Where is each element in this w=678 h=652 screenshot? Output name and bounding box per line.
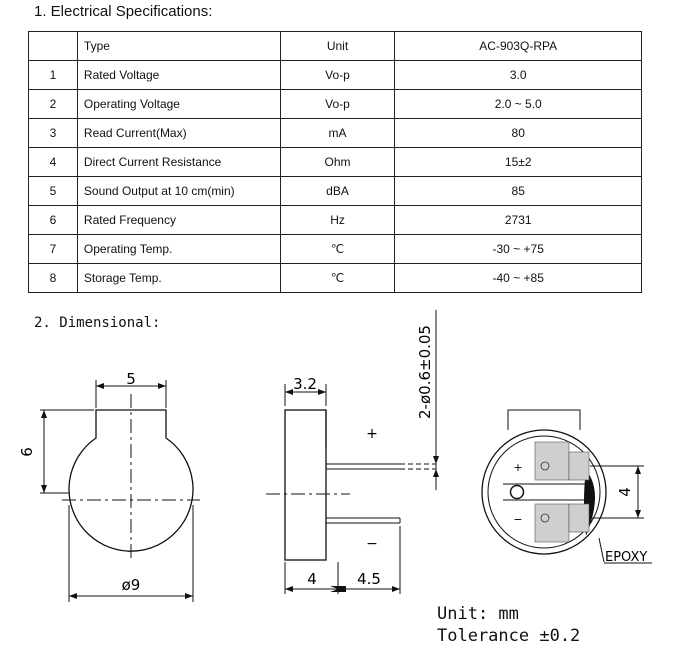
- row-value: -40 ~ +85: [395, 264, 642, 293]
- epoxy-label: EPOXY: [605, 550, 648, 565]
- row-unit: Vo-p: [280, 90, 395, 119]
- row-number: 5: [29, 177, 78, 206]
- row-number: 4: [29, 148, 78, 177]
- row-number: 3: [29, 119, 78, 148]
- row-item: Operating Temp.: [77, 235, 280, 264]
- row-item: Read Current(Max): [77, 119, 280, 148]
- dim-side-right: 4.5: [357, 570, 381, 588]
- row-unit: Vo-p: [280, 61, 395, 90]
- dim-height-left: 6: [18, 447, 36, 457]
- polarity-hole: [511, 486, 524, 499]
- row-item: Rated Voltage: [77, 61, 280, 90]
- solder-pads: [535, 442, 589, 542]
- row-unit: dBA: [280, 177, 395, 206]
- row-unit: ℃: [280, 235, 395, 264]
- row-unit: ℃: [280, 264, 395, 293]
- tolerance-note: Tolerance ±0.2: [437, 626, 581, 646]
- row-number: 7: [29, 235, 78, 264]
- header-unit: Unit: [280, 32, 395, 61]
- dim-pin-spacing: 4: [616, 487, 634, 497]
- header-type: Type: [77, 32, 280, 61]
- dim-side-width: 3.2: [293, 375, 317, 393]
- row-value: -30 ~ +75: [395, 235, 642, 264]
- row-value: 80: [395, 119, 642, 148]
- dim-width-top: 5: [126, 370, 136, 388]
- side-minus-label: −: [366, 536, 378, 552]
- row-unit: Hz: [280, 206, 395, 235]
- row-value: 2.0 ~ 5.0: [395, 90, 642, 119]
- bottom-view-tab: [508, 410, 580, 430]
- row-unit: mA: [280, 119, 395, 148]
- row-item: Operating Voltage: [77, 90, 280, 119]
- row-item: Direct Current Resistance: [77, 148, 280, 177]
- dim-diameter: ø9: [121, 576, 141, 594]
- side-plus-label: +: [366, 426, 378, 442]
- row-value: 85: [395, 177, 642, 206]
- unit-note: Unit: mm: [437, 604, 519, 624]
- row-value: 15±2: [395, 148, 642, 177]
- header-model: AC-903Q-RPA: [395, 32, 642, 61]
- row-unit: Ohm: [280, 148, 395, 177]
- bottom-minus-label: −: [513, 513, 523, 526]
- bottom-plus-label: +: [513, 461, 523, 474]
- dim-pin-spec: 2-ø0.6±0.05: [416, 325, 434, 419]
- row-number: 8: [29, 264, 78, 293]
- row-value: 2731: [395, 206, 642, 235]
- row-number: 1: [29, 61, 78, 90]
- row-number: 2: [29, 90, 78, 119]
- row-item: Sound Output at 10 cm(min): [77, 177, 280, 206]
- row-item: Storage Temp.: [77, 264, 280, 293]
- side-view-body: [285, 410, 326, 560]
- section-title-electrical: 1. Electrical Specifications:: [34, 3, 213, 20]
- section-title-dimensional: 2. Dimensional:: [34, 315, 161, 331]
- dim-side-left: 4: [307, 570, 317, 588]
- row-number: 6: [29, 206, 78, 235]
- row-item: Rated Frequency: [77, 206, 280, 235]
- row-value: 3.0: [395, 61, 642, 90]
